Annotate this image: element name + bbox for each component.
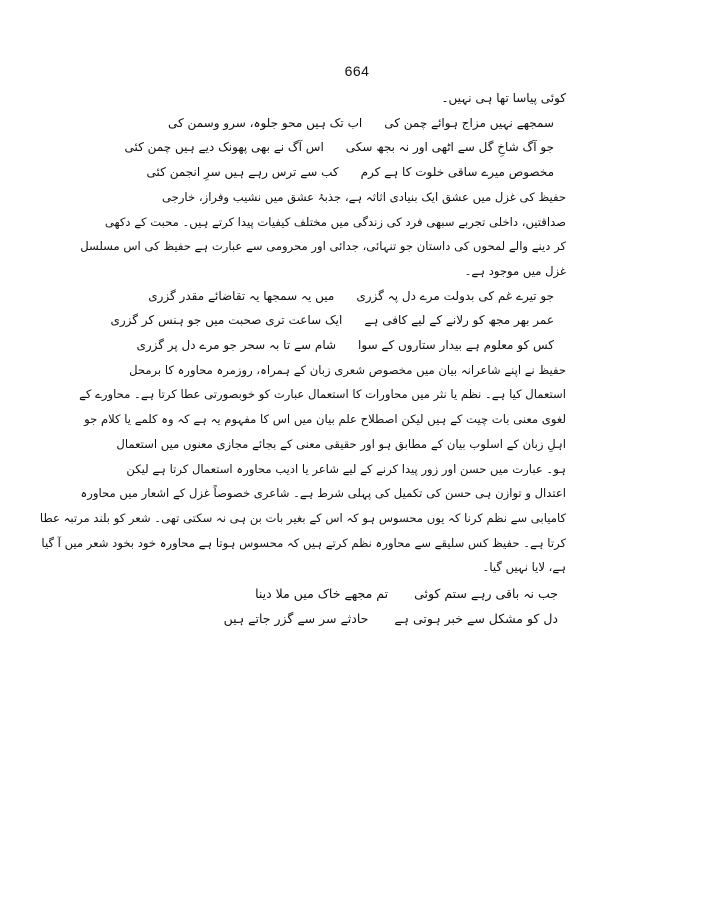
couplet bbox=[124, 135, 566, 160]
couplet bbox=[136, 333, 566, 358]
poem-block-3 bbox=[162, 582, 566, 631]
paragraph-line: صداقتیں، داخلی تجربے سبھی فرد کی زندگی میں مختلف کیفیات پیدا کرتے ہیں۔ محبت کے دکھی bbox=[104, 214, 566, 229]
misra-second: اب تک ہیں محو جلوہ، سرو وسمن کی bbox=[168, 115, 363, 130]
paragraph-line: حفیظ کی غزل میں عشق ایک بنیادی اثاثہ ہے، جذبۂ عشق میں نشیب وفراز، خارجی bbox=[162, 189, 566, 204]
couplet bbox=[162, 111, 566, 136]
poem-block-2 bbox=[110, 284, 566, 358]
misra-first: جو تیرے غم کی بدولت مرے دل پہ گزری bbox=[356, 288, 554, 303]
couplet bbox=[146, 160, 566, 185]
misra-second: تم مجھے خاک میں ملا دینا bbox=[255, 586, 389, 602]
paragraph-line: اہلِ زبان کے اسلوب بیان کے مطابق ہو اور حقیقی معنی کے بجائے مجازی معنوں میں استعمال bbox=[116, 436, 566, 451]
paragraph-line: کامیابی سے نظم کرنا کہ یوں محسوس ہو کہ اس کے بغیر بات بن ہی نہ سکتی تھی۔ شعر کو بلند مرتبہ عطا bbox=[39, 510, 566, 525]
paragraph-line: لغوی معنی بات چیت کے ہیں لیکن اصطلاح علم بیان میں اس کا مفہوم یہ ہے کہ وہ کلمے یا کلام جو bbox=[84, 412, 566, 427]
misra-first: کس کو معلوم ہے بیدار ستاروں کے سوا bbox=[358, 338, 554, 353]
misra-second: حادثے سر سے گزر جاتے ہیں bbox=[223, 610, 369, 626]
misra-first: مخصوص میرے ساقی خلوت کا ہے کرم bbox=[360, 165, 554, 180]
misra-first: جب نہ باقی رہے ستم کوئی bbox=[414, 586, 558, 602]
intro-line: کوئی پیاسا تھا ہی نہیں۔ bbox=[441, 91, 566, 105]
paragraph-line: ہے، لایا نہیں گیا۔ bbox=[482, 560, 566, 575]
misra-second: ایک ساعت تری صحبت میں جو ہنس کر گزری bbox=[110, 313, 343, 328]
paragraph-2 bbox=[39, 358, 566, 580]
misra-second: کب سے ترس رہے ہیں سرِ انجمن کئی bbox=[146, 165, 339, 180]
paragraph-line: غزل میں موجود ہے۔ bbox=[464, 263, 566, 278]
paragraph-1 bbox=[80, 185, 566, 284]
misra-second: اس آگ نے بھی پھونک دیے ہیں چمن کئی bbox=[124, 140, 324, 155]
misra-second: میں یہ سمجھا یہ تقاضائے مقدر گزری bbox=[148, 288, 335, 303]
misra-first: دل کو مشکل سے خبر ہوتی ہے bbox=[394, 610, 558, 626]
paragraph-line: استعمال کیا ہے۔ نظم یا نثر میں محاورات کا استعمال عبارت کو خوبصورتی عطا کرتا ہے۔ محاورے کے bbox=[79, 387, 566, 402]
paragraph-line: ہو۔ عبارت میں حسن اور زور پیدا کرنے کے لیے شاعر یا ادیب محاورہ استعمال کرتا ہے لیکن bbox=[126, 461, 566, 476]
couplet bbox=[162, 607, 566, 632]
couplet bbox=[110, 308, 566, 333]
misra-first: جو آگ شاخِ گل سے اٹھی اور نہ بجھ سکی bbox=[345, 140, 554, 155]
couplet bbox=[148, 284, 566, 309]
misra-first: سمجھے نہیں مزاج ہوائے چمن کی bbox=[384, 115, 554, 130]
misra-second: شام سے تا بہ سحر جو مرے دل پر گزری bbox=[136, 338, 337, 353]
poem-block-1 bbox=[124, 111, 566, 185]
misra-first: عمر بھر مجھ کو رلانے کے لیے کافی ہے bbox=[364, 313, 554, 328]
page-body bbox=[39, 86, 566, 631]
paragraph-line: کرتا ہے۔ حفیظ کس سلیقے سے محاورہ نظم کرتے ہیں کہ محسوس ہوتا ہے محاورہ خود بخود شعر میں آ گیا bbox=[41, 535, 566, 550]
page-number: 664 bbox=[344, 63, 370, 79]
paragraph-line: کر دینے والے لمحوں کی داستان جو تنہائی، جدائی اور محرومی سے عبارت ہے حفیظ کی اس مسلسل bbox=[80, 239, 566, 254]
paragraph-line: حفیظ نے اپنے شاعرانہ بیان میں مخصوص شعری زبان کے ہمراہ، روزمرہ محاورہ کا برمحل bbox=[129, 362, 566, 377]
paragraph-line: اعتدال و توازن ہی حسن کی تکمیل کی پہلی شرط ہے۔ شاعری خصوصاً غزل کے اشعار میں محاورہ bbox=[80, 486, 566, 501]
couplet bbox=[162, 582, 566, 607]
